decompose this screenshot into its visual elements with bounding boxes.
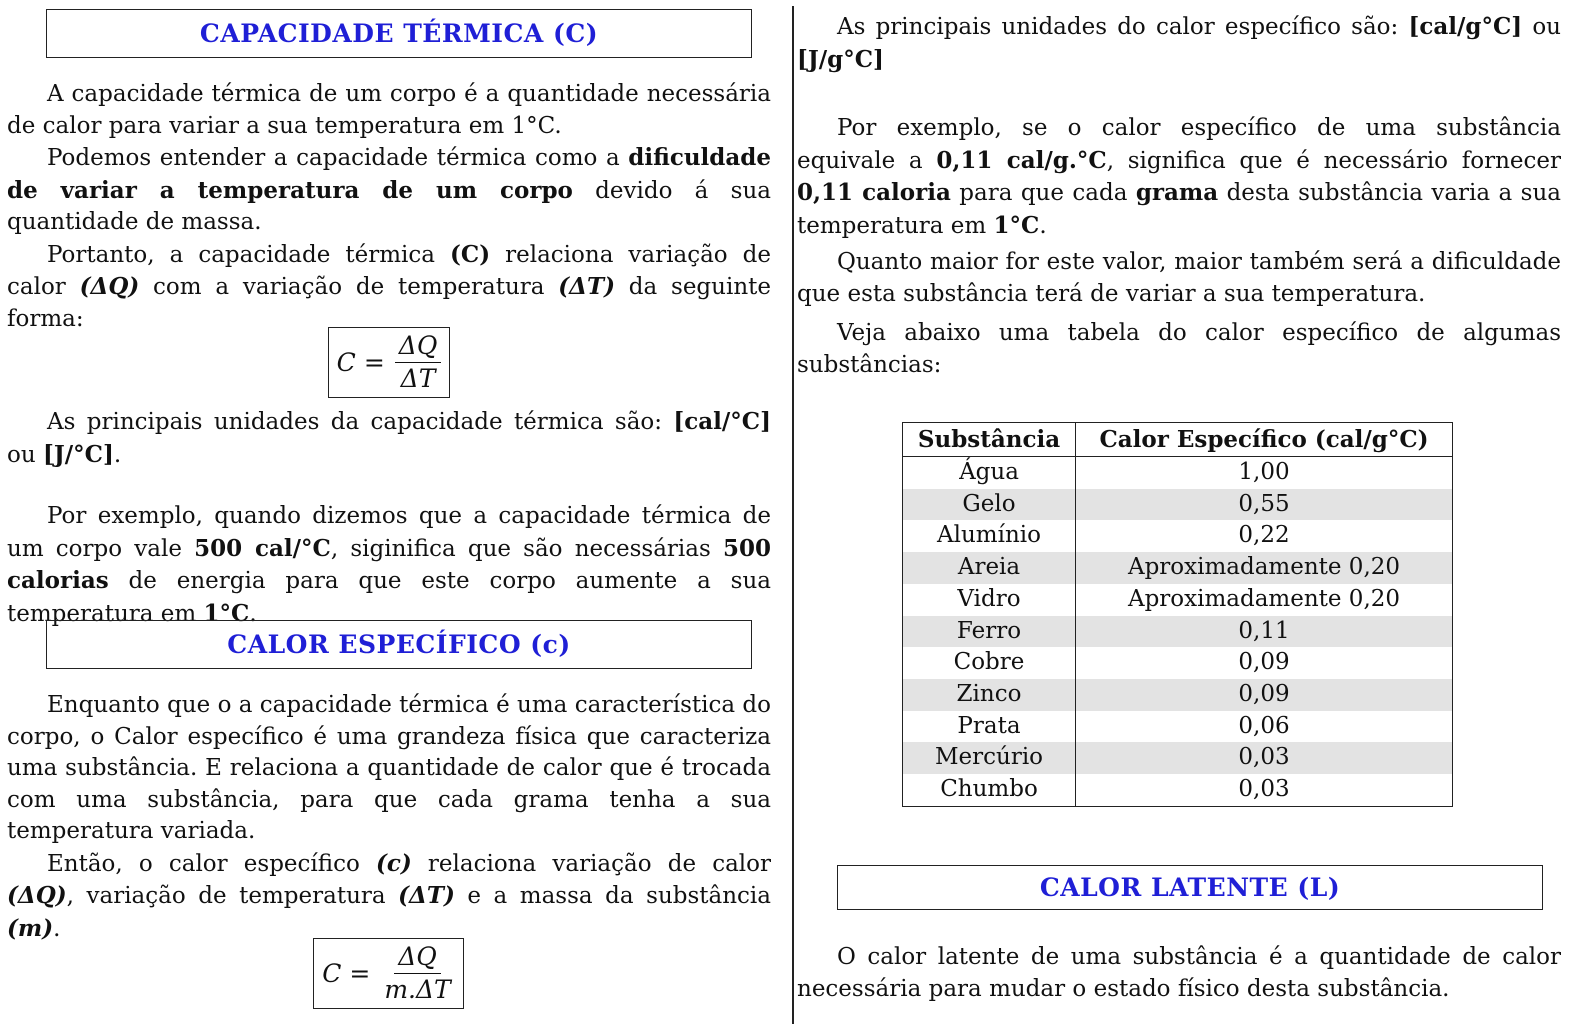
table-cell-substance: Vidro	[903, 584, 1076, 616]
table-row	[903, 647, 1453, 679]
table-row	[903, 774, 1453, 806]
table-cell-value: 0,11	[1076, 616, 1453, 648]
table-cell-value: 0,55	[1076, 489, 1453, 521]
calor-block	[7, 690, 771, 945]
units-especifico-block	[797, 11, 1561, 76]
formula-calor-especifico	[313, 938, 464, 1009]
heading-calor-especifico	[46, 620, 752, 669]
table-cell-substance: Areia	[903, 552, 1076, 584]
formula-lhs: C	[336, 348, 356, 377]
table-cell-substance: Mercúrio	[903, 742, 1076, 774]
column-divider	[792, 6, 794, 1024]
units-block	[7, 406, 771, 471]
table-header-row	[903, 423, 1453, 457]
formula-fraction	[395, 332, 442, 393]
heading-text: CALOR LATENTE (L)	[1039, 873, 1341, 902]
formula-capacidade	[328, 327, 450, 398]
tabela-intro-block	[797, 318, 1561, 381]
table-row	[903, 742, 1453, 774]
table-cell-value: 0,06	[1076, 711, 1453, 743]
table-row	[903, 457, 1453, 489]
paragraph-definition: A capacidade térmica de um corpo é a quantidade necessária de calor para variar a sua temperatura em 1°C.	[7, 81, 771, 139]
paragraph-exemplo: Por exemplo, quando dizemos que a capacidade térmica de um corpo vale 500 cal/°C, siginifica que são necessárias 500 calorias de energia para que este corpo aumente a sua temperatura em 1°C.	[7, 503, 771, 627]
example-block	[7, 501, 771, 630]
table-cell-value: 0,22	[1076, 520, 1453, 552]
table-cell-substance: Ferro	[903, 616, 1076, 648]
table-cell-value: 1,00	[1076, 457, 1453, 489]
table-row	[903, 520, 1453, 552]
heading-calor-latente	[837, 865, 1543, 910]
specific-heat-table	[902, 422, 1453, 807]
formula-equals: =	[349, 959, 371, 988]
table-row	[903, 584, 1453, 616]
table-cell-value: 0,03	[1076, 742, 1453, 774]
table-cell-substance: Alumínio	[903, 520, 1076, 552]
table-cell-substance: Água	[903, 457, 1076, 489]
table-cell-value: Aproximadamente 0,20	[1076, 552, 1453, 584]
formula-lhs: C	[322, 959, 342, 988]
table-cell-substance: Gelo	[903, 489, 1076, 521]
dificuldade-block	[797, 247, 1561, 310]
formula-numerator: ΔQ	[394, 943, 441, 974]
formula-numerator: ΔQ	[395, 332, 442, 363]
heading-capacidade-termica	[46, 9, 752, 58]
paragraph-exemplo-especifico: Por exemplo, se o calor específico de uma substância equivale a 0,11 cal/g.°C, significa que é necessário fornecer 0,11 caloria para que cada grama desta substância varia a sua temperatura em 1°C.	[797, 115, 1561, 239]
table-cell-value: 0,09	[1076, 647, 1453, 679]
table-row	[903, 552, 1453, 584]
table-cell-value: 0,09	[1076, 679, 1453, 711]
table-row	[903, 711, 1453, 743]
formula-equals: =	[363, 348, 385, 377]
formula-denominator: ΔT	[400, 364, 436, 393]
table-row	[903, 679, 1453, 711]
table-header-substancia: Substância	[903, 423, 1076, 457]
paragraph-calor-definicao: Enquanto que o a capacidade térmica é uma característica do corpo, o Calor específico é uma grandeza física que caracteriza uma substância. E relaciona a quantidade de calor que é trocada com uma substância, para que cada grama tenha a sua temperatura variada.	[7, 692, 771, 844]
latente-block	[797, 942, 1561, 1005]
table-header-calor: Calor Específico (cal/g°C)	[1076, 423, 1453, 457]
table-cell-substance: Cobre	[903, 647, 1076, 679]
paragraph-calor-latente: O calor latente de uma substância é a quantidade de calor necessária para mudar o estado físico desta substância.	[797, 944, 1561, 1002]
table-cell-substance: Prata	[903, 711, 1076, 743]
paragraph-unidades: As principais unidades da capacidade térmica são: [cal/°C] ou [J/°C].	[7, 408, 771, 468]
paragraph-unidades-especifico: As principais unidades do calor específico são: [cal/g°C] ou [J/g°C]	[797, 13, 1561, 73]
paragraph-calor-relacao: Então, o calor específico (c) relaciona variação de calor (ΔQ), variação de temperatura (ΔT) e a massa da substância (m).	[7, 849, 771, 942]
formula-fraction	[380, 943, 454, 1004]
table-row	[903, 489, 1453, 521]
formula-denominator: m.ΔT	[384, 975, 451, 1004]
table-row	[903, 616, 1453, 648]
table-cell-substance: Zinco	[903, 679, 1076, 711]
table-cell-value: Aproximadamente 0,20	[1076, 584, 1453, 616]
table-cell-value: 0,03	[1076, 774, 1453, 806]
example-especifico-block	[797, 113, 1561, 242]
table-cell-substance: Chumbo	[903, 774, 1076, 806]
heading-text: CAPACIDADE TÉRMICA (C)	[199, 19, 599, 48]
paragraph-relacao: Portanto, a capacidade térmica (C) relaciona variação de calor (ΔQ) com a variação de temperatura (ΔT) da seguinte forma:	[7, 240, 771, 332]
paragraph-tabela-intro: Veja abaixo uma tabela do calor específico de algumas substâncias:	[797, 320, 1561, 378]
heading-text: CALOR ESPECÍFICO (c)	[227, 630, 571, 659]
intro-block	[7, 79, 771, 335]
paragraph-maior-valor: Quanto maior for este valor, maior também será a dificuldade que esta substância terá de variar a sua temperatura.	[797, 249, 1561, 307]
paragraph-dificuldade: Podemos entender a capacidade térmica como a dificuldade de variar a temperatura de um corpo devido á sua quantidade de massa.	[7, 144, 771, 235]
